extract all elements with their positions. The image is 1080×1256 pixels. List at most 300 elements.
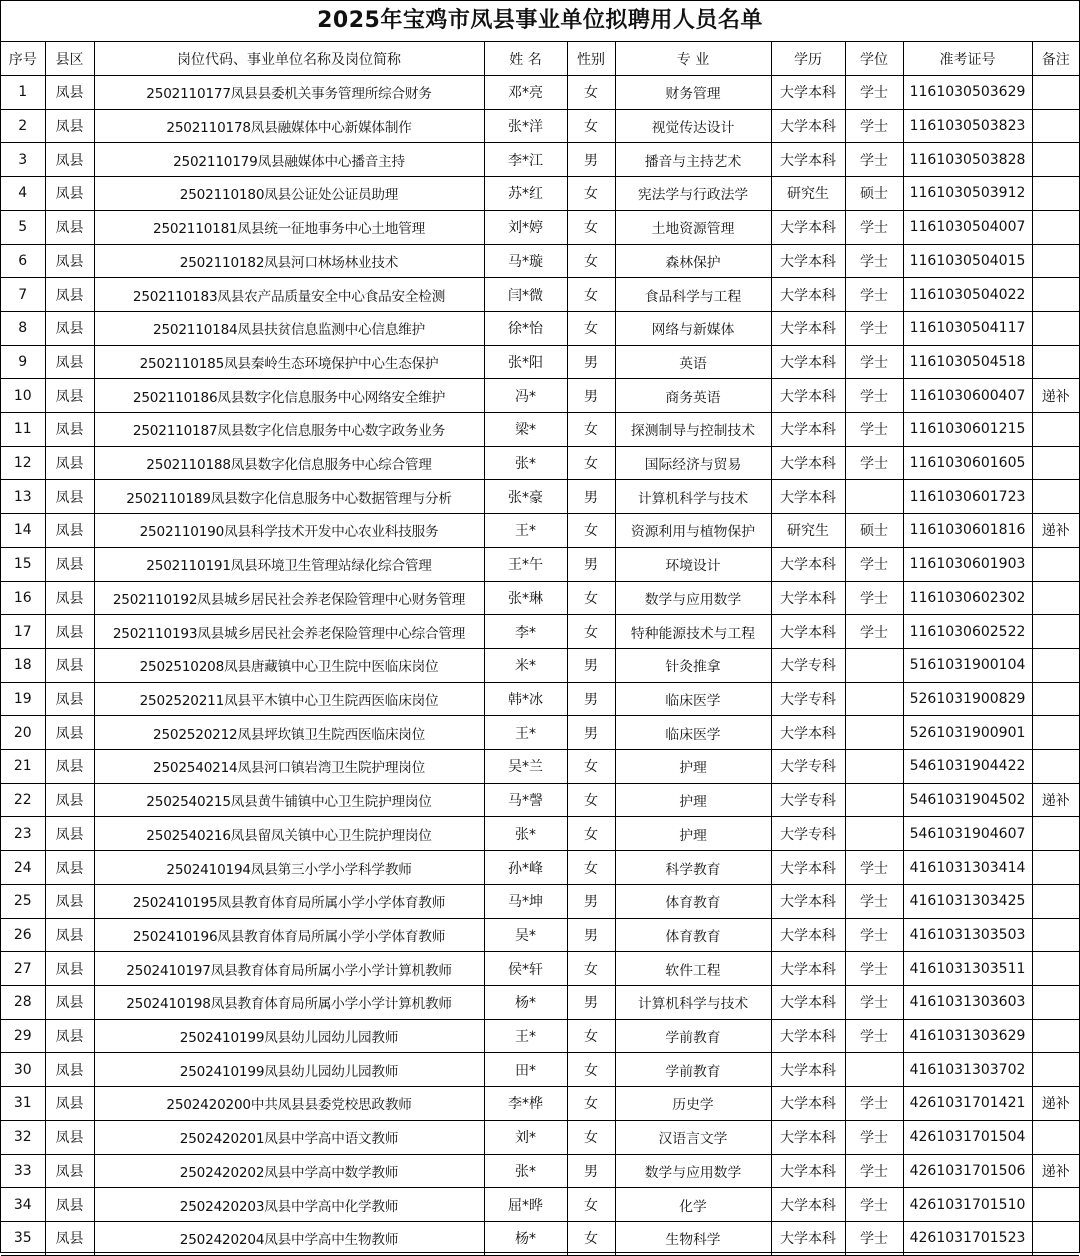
cell-education: 大学专科 xyxy=(771,750,845,784)
cell-exam-number: 5161031900104 xyxy=(903,648,1032,682)
header-remark: 备注 xyxy=(1032,42,1079,76)
cell-position: 2502110181凤县统一征地事务中心土地管理 xyxy=(94,210,484,244)
cell-gender: 女 xyxy=(567,514,615,548)
cell-degree: 学士 xyxy=(845,143,903,177)
cell-education: 大学本科 xyxy=(771,1087,845,1121)
cell-index: 21 xyxy=(1,750,45,784)
cell-exam-number: 5261031900901 xyxy=(903,716,1032,750)
cell-name: 王* xyxy=(484,514,567,548)
cell-remark xyxy=(1032,918,1079,952)
cell-degree: 学士 xyxy=(845,985,903,1019)
table-row xyxy=(1,547,1079,581)
cell-degree xyxy=(845,716,903,750)
cell-name: 张*豪 xyxy=(484,480,567,514)
cell-gender: 男 xyxy=(567,682,615,716)
cell-remark xyxy=(1032,1053,1079,1087)
cell-remark xyxy=(1032,1120,1079,1154)
cell-remark xyxy=(1032,76,1079,110)
table-row xyxy=(1,1221,1079,1255)
cell-gender: 男 xyxy=(567,648,615,682)
cell-degree: 学士 xyxy=(845,1120,903,1154)
cell-county: 凤县 xyxy=(45,985,94,1019)
cell-education: 大学本科 xyxy=(771,918,845,952)
cell-exam-number: 1161030503912 xyxy=(903,177,1032,211)
cell-position: 2502420201凤县中学高中语文教师 xyxy=(94,1120,484,1154)
cell-degree: 学士 xyxy=(845,1221,903,1255)
cell-gender: 女 xyxy=(567,750,615,784)
cell-gender: 男 xyxy=(567,716,615,750)
cell-index: 35 xyxy=(1,1221,45,1255)
header-exam-number: 准考证号 xyxy=(903,42,1032,76)
table-row xyxy=(1,716,1079,750)
cell-education: 大学本科 xyxy=(771,345,845,379)
cell-name: 李* xyxy=(484,615,567,649)
cell-remark xyxy=(1032,244,1079,278)
cell-gender: 女 xyxy=(567,1053,615,1087)
cell-major: 数学与应用数学 xyxy=(615,581,771,615)
cell-remark xyxy=(1032,278,1079,312)
cell-county: 凤县 xyxy=(45,750,94,784)
cell-major: 宪法学与行政法学 xyxy=(615,177,771,211)
cell-county: 凤县 xyxy=(45,1019,94,1053)
cell-major: 临床医学 xyxy=(615,716,771,750)
cell-degree: 学士 xyxy=(845,379,903,413)
cell-degree: 学士 xyxy=(845,615,903,649)
cell-position: 2502510208凤县唐藏镇中心卫生院中医临床岗位 xyxy=(94,648,484,682)
cell-exam-number: 1161030503629 xyxy=(903,76,1032,110)
cell-exam-number: 4261031701421 xyxy=(903,1087,1032,1121)
cell-major: 针灸推拿 xyxy=(615,648,771,682)
cell-index: 23 xyxy=(1,817,45,851)
cell-exam-number: 5461031904607 xyxy=(903,817,1032,851)
cell-major: 食品科学与工程 xyxy=(615,278,771,312)
cell-county: 凤县 xyxy=(45,143,94,177)
cell-major: 学前教育 xyxy=(615,1019,771,1053)
cell-education: 研究生 xyxy=(771,177,845,211)
cell-gender: 女 xyxy=(567,1221,615,1255)
cell-degree: 学士 xyxy=(845,244,903,278)
cell-degree: 硕士 xyxy=(845,514,903,548)
cell-exam-number: 1161030600407 xyxy=(903,379,1032,413)
cell-degree: 学士 xyxy=(845,1188,903,1222)
cell-position: 2502110186凤县数字化信息服务中心网络安全维护 xyxy=(94,379,484,413)
cell-remark xyxy=(1032,750,1079,784)
table-row xyxy=(1,1188,1079,1222)
header-index: 序号 xyxy=(1,42,45,76)
cell-index: 29 xyxy=(1,1019,45,1053)
cell-name: 马*璇 xyxy=(484,244,567,278)
cell-degree: 学士 xyxy=(845,345,903,379)
cell-exam-number: 1161030601816 xyxy=(903,514,1032,548)
cell-exam-number: 4161031303414 xyxy=(903,851,1032,885)
cell-gender: 女 xyxy=(567,615,615,649)
cell-gender: 女 xyxy=(567,1188,615,1222)
cell-gender: 女 xyxy=(567,1120,615,1154)
cell-name: 杨* xyxy=(484,985,567,1019)
cell-exam-number: 5461031904502 xyxy=(903,783,1032,817)
cell-index: 1 xyxy=(1,76,45,110)
cell-index: 17 xyxy=(1,615,45,649)
cell-major: 视觉传达设计 xyxy=(615,109,771,143)
cell-exam-number: 1161030503823 xyxy=(903,109,1032,143)
cell-index: 12 xyxy=(1,446,45,480)
cell-education: 大学专科 xyxy=(771,648,845,682)
personnel-table xyxy=(1,42,1079,1256)
table-row xyxy=(1,817,1079,851)
cell-county: 凤县 xyxy=(45,615,94,649)
cell-position: 2502110184凤县扶贫信息监测中心信息维护 xyxy=(94,311,484,345)
cell-exam-number: 4161031303511 xyxy=(903,952,1032,986)
cell-county: 凤县 xyxy=(45,716,94,750)
table-row xyxy=(1,311,1079,345)
cell-gender: 女 xyxy=(567,851,615,885)
cell-education: 大学本科 xyxy=(771,446,845,480)
cell-major: 科学教育 xyxy=(615,851,771,885)
header-position: 岗位代码、事业单位名称及岗位简称 xyxy=(94,42,484,76)
cell-position: 2502110183凤县农产品质量安全中心食品安全检测 xyxy=(94,278,484,312)
cell-gender: 男 xyxy=(567,480,615,514)
cell-index: 24 xyxy=(1,851,45,885)
cell-exam-number: 1161030503828 xyxy=(903,143,1032,177)
cell-county: 凤县 xyxy=(45,244,94,278)
cell-degree: 学士 xyxy=(845,581,903,615)
table-row xyxy=(1,952,1079,986)
cell-exam-number: 5261031900829 xyxy=(903,682,1032,716)
cell-gender: 女 xyxy=(567,413,615,447)
cell-exam-number: 4161031303702 xyxy=(903,1053,1032,1087)
cell-degree xyxy=(845,648,903,682)
cell-degree xyxy=(845,817,903,851)
cell-exam-number: 1161030504518 xyxy=(903,345,1032,379)
cell-county: 凤县 xyxy=(45,1120,94,1154)
cell-index: 20 xyxy=(1,716,45,750)
cell-index: 31 xyxy=(1,1087,45,1121)
cell-exam-number: 1161030504022 xyxy=(903,278,1032,312)
cell-index: 5 xyxy=(1,210,45,244)
header-education: 学历 xyxy=(771,42,845,76)
cell-position: 2502420204凤县中学高中生物教师 xyxy=(94,1221,484,1255)
cell-gender: 男 xyxy=(567,918,615,952)
cell-major: 计算机科学与技术 xyxy=(615,480,771,514)
cell-county: 凤县 xyxy=(45,278,94,312)
table-row xyxy=(1,918,1079,952)
cell-position: 2502410199凤县幼儿园幼儿园教师 xyxy=(94,1053,484,1087)
cell-county: 凤县 xyxy=(45,1188,94,1222)
cell-gender: 女 xyxy=(567,177,615,211)
cell-remark xyxy=(1032,1019,1079,1053)
cell-remark xyxy=(1032,311,1079,345)
cell-exam-number: 4261031701510 xyxy=(903,1188,1032,1222)
table-row xyxy=(1,851,1079,885)
cell-name: 张*阳 xyxy=(484,345,567,379)
cell-index: 7 xyxy=(1,278,45,312)
cell-name: 闫*微 xyxy=(484,278,567,312)
cell-county: 凤县 xyxy=(45,1221,94,1255)
table-row xyxy=(1,278,1079,312)
cell-major: 计算机科学与技术 xyxy=(615,985,771,1019)
cell-county: 凤县 xyxy=(45,918,94,952)
cell-degree xyxy=(845,1053,903,1087)
cell-index: 11 xyxy=(1,413,45,447)
cell-major: 土地资源管理 xyxy=(615,210,771,244)
cell-county: 凤县 xyxy=(45,581,94,615)
table-body xyxy=(1,76,1079,1256)
cell-name: 张* xyxy=(484,446,567,480)
cell-exam-number: 4161031303629 xyxy=(903,1019,1032,1053)
cell-position: 2502110180凤县公证处公证员助理 xyxy=(94,177,484,211)
cell-major: 体育教育 xyxy=(615,918,771,952)
cell-major: 体育教育 xyxy=(615,884,771,918)
cell-education: 大学本科 xyxy=(771,952,845,986)
cell-degree: 学士 xyxy=(845,851,903,885)
cell-gender: 女 xyxy=(567,952,615,986)
cell-remark xyxy=(1032,210,1079,244)
cell-position: 2502110178凤县融媒体中心新媒体制作 xyxy=(94,109,484,143)
cell-remark xyxy=(1032,345,1079,379)
cell-education: 大学本科 xyxy=(771,480,845,514)
cell-index: 3 xyxy=(1,143,45,177)
cell-remark xyxy=(1032,581,1079,615)
cell-county: 凤县 xyxy=(45,177,94,211)
cell-index: 22 xyxy=(1,783,45,817)
cell-county: 凤县 xyxy=(45,379,94,413)
cell-index: 15 xyxy=(1,547,45,581)
table-row xyxy=(1,446,1079,480)
cell-county: 凤县 xyxy=(45,547,94,581)
cell-remark: 递补 xyxy=(1032,1087,1079,1121)
cell-county: 凤县 xyxy=(45,210,94,244)
table-row xyxy=(1,581,1079,615)
cell-county: 凤县 xyxy=(45,514,94,548)
cell-major: 森林保护 xyxy=(615,244,771,278)
cell-remark xyxy=(1032,143,1079,177)
cell-name: 张*琳 xyxy=(484,581,567,615)
cell-position: 2502110187凤县数字化信息服务中心数字政务业务 xyxy=(94,413,484,447)
cell-name: 徐*怡 xyxy=(484,311,567,345)
page-title: 2025年宝鸡市凤县事业单位拟聘用人员名单 xyxy=(1,1,1079,42)
cell-education: 大学本科 xyxy=(771,1154,845,1188)
cell-index: 9 xyxy=(1,345,45,379)
cell-county: 凤县 xyxy=(45,109,94,143)
cell-degree: 学士 xyxy=(845,547,903,581)
cell-name: 梁* xyxy=(484,413,567,447)
cell-position: 2502110191凤县环境卫生管理站绿化综合管理 xyxy=(94,547,484,581)
cell-degree: 学士 xyxy=(845,952,903,986)
cell-education: 大学本科 xyxy=(771,244,845,278)
cell-gender: 女 xyxy=(567,581,615,615)
cell-index: 19 xyxy=(1,682,45,716)
cell-position: 2502110179凤县融媒体中心播音主持 xyxy=(94,143,484,177)
cell-gender: 女 xyxy=(567,783,615,817)
table-row xyxy=(1,76,1079,110)
cell-major: 探测制导与控制技术 xyxy=(615,413,771,447)
cell-name: 邓*亮 xyxy=(484,76,567,110)
cell-remark xyxy=(1032,109,1079,143)
table-row xyxy=(1,514,1079,548)
cell-exam-number: 1161030602302 xyxy=(903,581,1032,615)
cell-major: 网络与新媒体 xyxy=(615,311,771,345)
cell-name: 田* xyxy=(484,1053,567,1087)
cell-education: 大学本科 xyxy=(771,716,845,750)
cell-remark xyxy=(1032,615,1079,649)
cell-name: 吴*兰 xyxy=(484,750,567,784)
table-row xyxy=(1,783,1079,817)
cell-degree: 学士 xyxy=(845,311,903,345)
cell-exam-number: 4261031701504 xyxy=(903,1120,1032,1154)
cell-position: 2502420202凤县中学高中数学教师 xyxy=(94,1154,484,1188)
cell-name: 孙*峰 xyxy=(484,851,567,885)
cell-name: 杨* xyxy=(484,1221,567,1255)
cell-major: 学前教育 xyxy=(615,1053,771,1087)
cell-position: 2502110193凤县城乡居民社会养老保险管理中心综合管理 xyxy=(94,615,484,649)
cell-gender: 女 xyxy=(567,817,615,851)
table-header-row xyxy=(1,42,1079,76)
cell-remark xyxy=(1032,716,1079,750)
cell-index: 30 xyxy=(1,1053,45,1087)
cell-index: 13 xyxy=(1,480,45,514)
cell-exam-number: 1161030601215 xyxy=(903,413,1032,447)
table-row xyxy=(1,1019,1079,1053)
cell-education: 大学本科 xyxy=(771,109,845,143)
cell-remark xyxy=(1032,952,1079,986)
cell-exam-number: 1161030601605 xyxy=(903,446,1032,480)
cell-gender: 女 xyxy=(567,1019,615,1053)
cell-major: 财务管理 xyxy=(615,76,771,110)
cell-name: 张*洋 xyxy=(484,109,567,143)
cell-remark xyxy=(1032,985,1079,1019)
cell-degree: 学士 xyxy=(845,446,903,480)
cell-position: 2502110177凤县县委机关事务管理所综合财务 xyxy=(94,76,484,110)
cell-gender: 男 xyxy=(567,143,615,177)
cell-name: 王*午 xyxy=(484,547,567,581)
cell-county: 凤县 xyxy=(45,345,94,379)
cell-degree: 学士 xyxy=(845,1154,903,1188)
header-name: 姓 名 xyxy=(484,42,567,76)
cell-exam-number: 1161030601723 xyxy=(903,480,1032,514)
cell-remark xyxy=(1032,177,1079,211)
cell-index: 14 xyxy=(1,514,45,548)
cell-major: 英语 xyxy=(615,345,771,379)
table-row xyxy=(1,1120,1079,1154)
cell-remark xyxy=(1032,480,1079,514)
cell-name: 苏*红 xyxy=(484,177,567,211)
cell-gender: 女 xyxy=(567,1087,615,1121)
table-row xyxy=(1,210,1079,244)
cell-education: 大学专科 xyxy=(771,682,845,716)
cell-index: 16 xyxy=(1,581,45,615)
cell-exam-number: 1161030602522 xyxy=(903,615,1032,649)
cell-gender: 男 xyxy=(567,884,615,918)
cell-position: 2502110188凤县数字化信息服务中心综合管理 xyxy=(94,446,484,480)
cell-gender: 女 xyxy=(567,210,615,244)
table-row xyxy=(1,750,1079,784)
cell-education: 大学本科 xyxy=(771,985,845,1019)
cell-education: 大学本科 xyxy=(771,1221,845,1255)
cell-major: 环境设计 xyxy=(615,547,771,581)
cell-education: 大学本科 xyxy=(771,851,845,885)
table-row xyxy=(1,1154,1079,1188)
cell-position: 2502520211凤县平木镇中心卫生院西医临床岗位 xyxy=(94,682,484,716)
cell-remark xyxy=(1032,413,1079,447)
cell-name: 屈*晔 xyxy=(484,1188,567,1222)
cell-county: 凤县 xyxy=(45,1053,94,1087)
cell-major: 护理 xyxy=(615,817,771,851)
cell-education: 大学本科 xyxy=(771,413,845,447)
table-row xyxy=(1,345,1079,379)
cell-name: 李*桦 xyxy=(484,1087,567,1121)
cell-remark xyxy=(1032,648,1079,682)
cell-education: 大学本科 xyxy=(771,1188,845,1222)
cell-major: 化学 xyxy=(615,1188,771,1222)
table-row xyxy=(1,244,1079,278)
cell-county: 凤县 xyxy=(45,1087,94,1121)
table-row xyxy=(1,682,1079,716)
cell-gender: 男 xyxy=(567,985,615,1019)
cell-major: 国际经济与贸易 xyxy=(615,446,771,480)
cell-index: 34 xyxy=(1,1188,45,1222)
table-row xyxy=(1,615,1079,649)
cell-remark xyxy=(1032,446,1079,480)
table-row xyxy=(1,480,1079,514)
cell-gender: 男 xyxy=(567,1154,615,1188)
cell-gender: 女 xyxy=(567,109,615,143)
cell-degree: 学士 xyxy=(845,1019,903,1053)
cell-index: 10 xyxy=(1,379,45,413)
cell-name: 侯*轩 xyxy=(484,952,567,986)
cell-education: 大学本科 xyxy=(771,143,845,177)
cell-gender: 女 xyxy=(567,311,615,345)
cell-position: 2502410197凤县教育体育局所属小学小学计算机教师 xyxy=(94,952,484,986)
table-row xyxy=(1,648,1079,682)
table-row xyxy=(1,379,1079,413)
cell-name: 王* xyxy=(484,1019,567,1053)
cell-remark xyxy=(1032,851,1079,885)
cell-index: 28 xyxy=(1,985,45,1019)
cell-education: 大学本科 xyxy=(771,278,845,312)
table-row xyxy=(1,413,1079,447)
cell-position: 2502410195凤县教育体育局所属小学小学体育教师 xyxy=(94,884,484,918)
cell-position: 2502410194凤县第三小学小学科学教师 xyxy=(94,851,484,885)
cell-remark xyxy=(1032,817,1079,851)
cell-degree xyxy=(845,750,903,784)
cell-remark xyxy=(1032,682,1079,716)
cell-exam-number: 4261031701506 xyxy=(903,1154,1032,1188)
table-row xyxy=(1,985,1079,1019)
cell-position: 2502420203凤县中学高中化学教师 xyxy=(94,1188,484,1222)
cell-degree: 学士 xyxy=(845,76,903,110)
cell-major: 软件工程 xyxy=(615,952,771,986)
cell-name: 马*坤 xyxy=(484,884,567,918)
cell-county: 凤县 xyxy=(45,851,94,885)
cell-major: 护理 xyxy=(615,750,771,784)
cell-position: 2502540215凤县黄牛铺镇中心卫生院护理岗位 xyxy=(94,783,484,817)
cell-position: 2502110189凤县数字化信息服务中心数据管理与分析 xyxy=(94,480,484,514)
cell-degree: 学士 xyxy=(845,884,903,918)
cell-remark: 递补 xyxy=(1032,379,1079,413)
cell-gender: 男 xyxy=(567,547,615,581)
cell-education: 大学本科 xyxy=(771,311,845,345)
cell-major: 汉语言文学 xyxy=(615,1120,771,1154)
cell-exam-number: 1161030504117 xyxy=(903,311,1032,345)
cell-exam-number: 1161030504007 xyxy=(903,210,1032,244)
cell-index: 25 xyxy=(1,884,45,918)
header-county: 县区 xyxy=(45,42,94,76)
cell-education: 大学本科 xyxy=(771,379,845,413)
cell-degree: 学士 xyxy=(845,278,903,312)
cell-county: 凤县 xyxy=(45,311,94,345)
cell-gender: 女 xyxy=(567,76,615,110)
cell-position: 2502110185凤县秦岭生态环境保护中心生态保护 xyxy=(94,345,484,379)
